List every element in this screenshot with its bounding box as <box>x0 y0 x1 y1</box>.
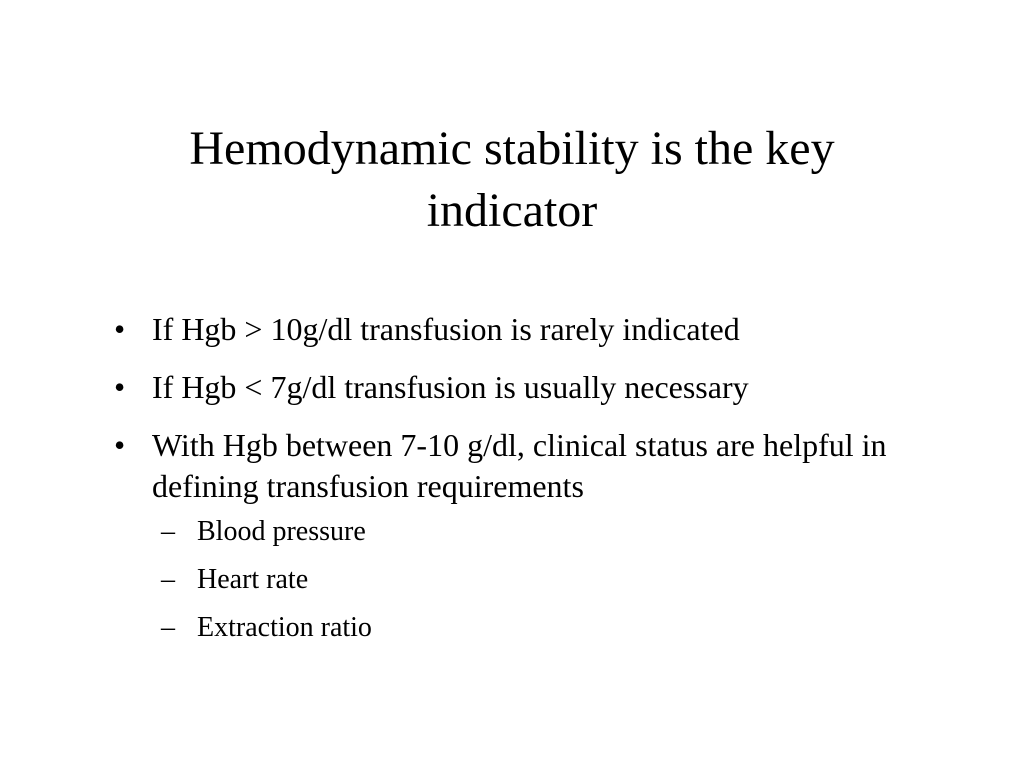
bullet-marker: • <box>114 369 126 405</box>
bullet-item-hgb-7-10 <box>110 425 940 645</box>
title-line-1: Hemodynamic stability is the key <box>189 122 835 175</box>
sub-bullet-text: Heart rate <box>197 564 309 595</box>
bullet-text: If Hgb > 10g/dl transfusion is rarely indicated <box>152 311 740 347</box>
bullet-marker: • <box>114 427 126 463</box>
sub-bullet-marker: – <box>161 516 175 547</box>
bullet-text: With Hgb between 7-10 g/dl, clinical status are helpful in defining transfusion requirements <box>152 427 887 504</box>
title-line-2: indicator <box>426 184 598 237</box>
sub-bullet-blood-pressure <box>152 515 940 549</box>
sub-bullet-marker: – <box>161 612 175 643</box>
sub-bullet-extraction-ratio <box>152 611 940 645</box>
bullet-marker: • <box>114 311 126 347</box>
sub-bullet-heart-rate <box>152 563 940 597</box>
sub-bullet-marker: – <box>161 564 175 595</box>
bullet-item-hgb-below-7 <box>110 367 940 408</box>
bullet-list <box>110 309 940 662</box>
bullet-text: If Hgb < 7g/dl transfusion is usually necessary <box>152 369 749 405</box>
slide-title <box>100 118 924 242</box>
sub-bullet-text: Extraction ratio <box>197 612 372 643</box>
bullet-item-hgb-above-10 <box>110 309 940 350</box>
sub-bullet-list <box>152 515 940 645</box>
sub-bullet-text: Blood pressure <box>197 516 366 547</box>
